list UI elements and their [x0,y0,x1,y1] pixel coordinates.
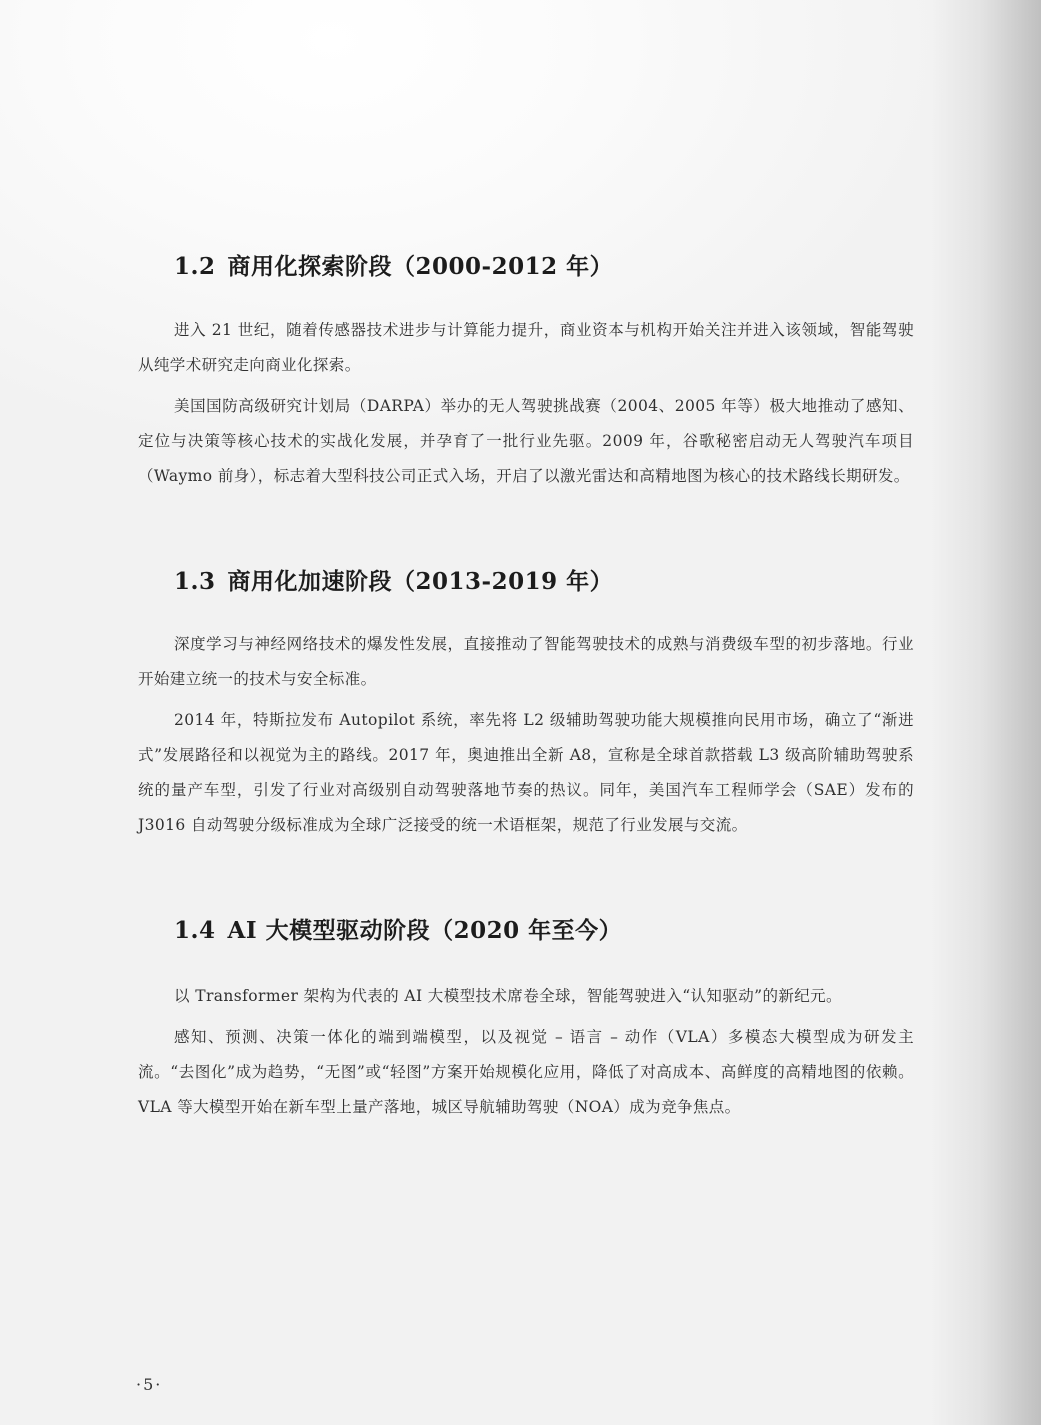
section-heading-1-2 [174,248,613,281]
section-body-1-3 [138,627,914,849]
paragraph: 进入 21 世纪，随着传感器技术进步与计算能力提升，商业资本与机构开始关注并进入该领域，智能驾驶从纯学术研究走向商业化探索。 [138,321,914,374]
section-title: 商用化探索阶段（2000-2012 年） [227,253,614,280]
section-body-1-2 [138,313,914,500]
paragraph: 深度学习与神经网络技术的爆发性发展，直接推动了智能驾驶技术的成熟与消费级车型的初步落地。行业开始建立统一的技术与安全标准。 [138,635,914,688]
paragraph: 美国国防高级研究计划局（DARPA）举办的无人驾驶挑战赛（2004、2005 年等）极大地推动了感知、定位与决策等核心技术的实战化发展，并孕育了一批行业先驱。2009 年，谷歌秘密启动无人驾驶汽车项目（Waymo 前身），标志着大型科技公司正式入场，开启了以激光雷达和高精地图为核心的技术路线长期研发。 [138,397,914,485]
paragraph: 感知、预测、决策一体化的端到端模型，以及视觉 – 语言 – 动作（VLA）多模态大模型成为研发主流。“去图化”成为趋势，“无图”或“轻图”方案开始规模化应用，降低了对高成本、高鲜度的高精地图的依赖。VLA 等大模型开始在新车型上量产落地，城区导航辅助驾驶（NOA）成为竞争焦点。 [138,1028,914,1116]
section-number: 1.3 [174,568,216,595]
page-number: ·5· [136,1375,163,1394]
section-title: 商用化加速阶段（2013-2019 年） [227,568,614,595]
section-heading-1-4 [174,912,622,945]
paragraph: 以 Transformer 架构为代表的 AI 大模型技术席卷全球，智能驾驶进入“认知驱动”的新纪元。 [174,987,842,1005]
section-body-1-4 [138,979,914,1131]
section-number: 1.4 [174,917,216,944]
section-heading-1-3 [174,563,613,596]
section-title: AI 大模型驱动阶段（2020 年至今） [227,917,623,944]
section-number: 1.2 [174,253,216,280]
paragraph: 2014 年，特斯拉发布 Autopilot 系统，率先将 L2 级辅助驾驶功能大规模推向民用市场，确立了“渐进式”发展路径和以视觉为主的路线。2017 年，奥迪推出全新 A8，宣称是全球首款搭载 L3 级高阶辅助驾驶系统的量产车型，引发了行业对高级别自动驾驶落地节奏的热议。同年，美国汽车工程师学会（SAE）发布的 J3016 自动驾驶分级标准成为全球广泛接受的统一术语框架，规范了行业发展与交流。 [138,711,914,834]
